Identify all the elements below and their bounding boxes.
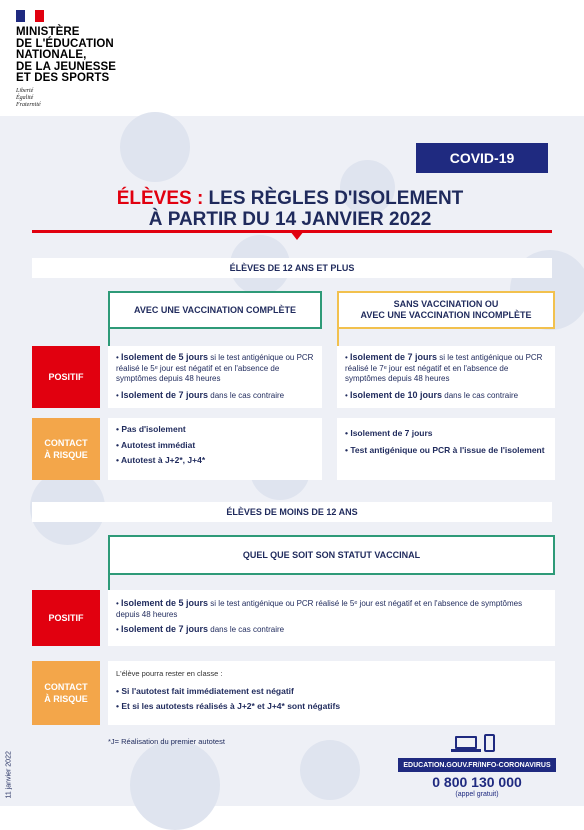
footnote: *J= Réalisation du premier autotest (108, 737, 225, 746)
column-header-vaccinated: AVEC UNE VACCINATION COMPLÈTE (108, 291, 322, 329)
virus-decoration (300, 740, 360, 800)
cell-vaccinated-contact: • Pas d'isolement • Autotest immédiat • Autotest à J+2*, J+4* (108, 418, 322, 480)
label-positif: POSITIF (32, 590, 100, 646)
info-url[interactable]: EDUCATION.GOUV.FR/INFO-CORONAVIRUS (398, 758, 556, 772)
cell-unvaccinated-contact: • Isolement de 7 jours • Test antigénique ou PCR à l'issue de l'isolement (337, 418, 555, 480)
page-title: ÉLÈVES : LES RÈGLES D'ISOLEMENT À PARTIR DU 14 JANVIER 2022 (116, 188, 464, 230)
hotline-note: (appel gratuit) (455, 791, 499, 798)
column-header-unvaccinated: SANS VACCINATION OU AVEC UNE VACCINATION INCOMPLÈTE (337, 291, 555, 329)
hotline-number[interactable]: 0 800 130 000 (432, 774, 522, 790)
virus-decoration (120, 112, 190, 182)
ministry-name: MINISTÈRE DE L'ÉDUCATION NATIONALE, DE LA JEUNESSE ET DES SPORTS (16, 26, 117, 84)
section-heading-under-12: ÉLÈVES DE MOINS DE 12 ANS (32, 502, 552, 522)
laptop-icon (451, 749, 481, 752)
flag-icon (16, 10, 44, 22)
title-pointer (290, 231, 304, 240)
label-contact: CONTACT À RISQUE (32, 418, 100, 480)
date-vertical: 11 janvier 2022 (5, 751, 13, 799)
cell-all-contact: L'élève pourra rester en classe : • Si l'autotest fait immédiatement est négatif • Et si les autotests réalisés à J+2* et J+4* sont négatifs (108, 661, 555, 725)
phone-icon (484, 734, 495, 752)
cell-vaccinated-positif: • Isolement de 5 jours si le test antigénique ou PCR réalisé le 5ᵉ jour est négatif et en l'absence de symptômes depuis 48 heures • Isolement de 7 jours dans le cas contraire (108, 346, 322, 408)
covid-badge: COVID-19 (416, 143, 548, 173)
label-contact: CONTACT À RISQUE (32, 661, 100, 725)
cell-all-positif: • Isolement de 5 jours si le test antigénique ou PCR réalisé le 5ᵉ jour est négatif et en l'absence de symptômes depuis 48 heures • Isolement de 7 jours dans le cas contraire (108, 590, 555, 646)
label-positif: POSITIF (32, 346, 100, 408)
column-header-all: QUEL QUE SOIT SON STATUT VACCINAL (108, 535, 555, 575)
virus-decoration (130, 740, 220, 830)
laptop-icon (455, 736, 477, 749)
republic-motto: Liberté Égalité Fraternité (16, 88, 41, 108)
section-heading-12-plus: ÉLÈVES DE 12 ANS ET PLUS (32, 258, 552, 278)
cell-unvaccinated-positif: • Isolement de 7 jours si le test antigénique ou PCR réalisé le 7ᵉ jour est négatif et en l'absence de symptômes depuis 48 heures • Isolement de 10 jours dans le cas contraire (337, 346, 555, 408)
